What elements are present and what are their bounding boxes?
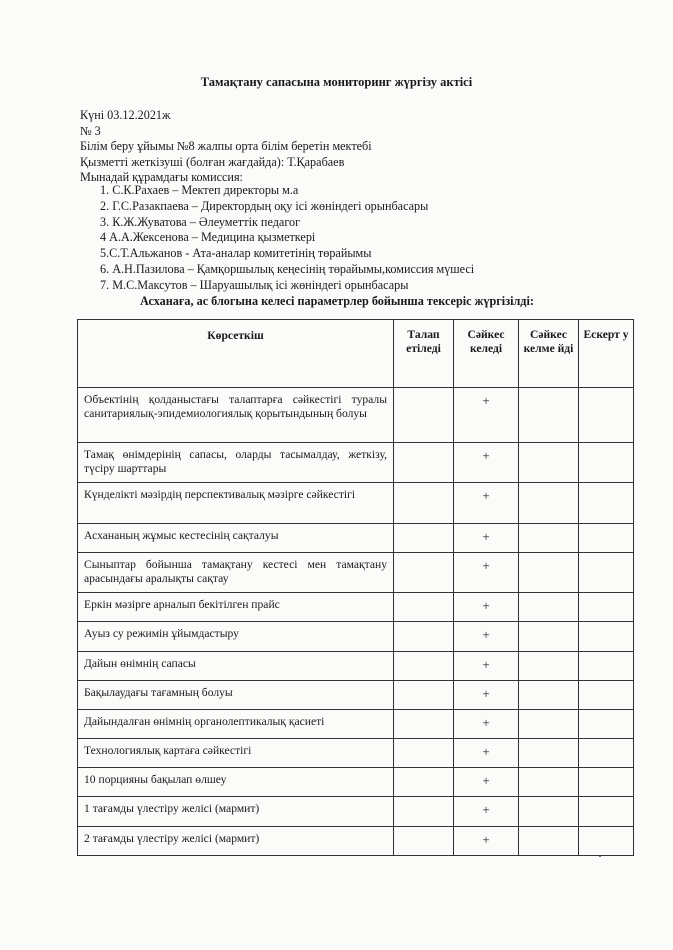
header-criterion: Көрсеткіш (78, 320, 394, 388)
criterion-cell: Күнделікті мәзірдің перспективалық мәзірге сәйкестігі (78, 483, 394, 524)
matches-cell: + (454, 768, 519, 797)
required-cell (394, 797, 454, 827)
table-row (78, 681, 634, 710)
table-row (78, 622, 634, 652)
matches-cell: + (454, 710, 519, 739)
member-item: 4 А.А.Жексенова – Медицина қызметкері (100, 230, 316, 245)
required-cell (394, 483, 454, 524)
criterion-cell: Дайындалған өнімнің органолептикалық қасиеті (78, 710, 394, 739)
criterion-cell: Асхананың жұмыс кестесінің сақталуы (78, 524, 394, 553)
table-row (78, 768, 634, 797)
commission-heading: Мынадай құрамдағы комиссия: (80, 170, 243, 184)
note-cell (579, 593, 634, 622)
member-item: 3. К.Ж.Жуватова – Әлеуметтік педагог (100, 214, 301, 229)
matches-cell: + (454, 483, 519, 524)
required-cell (394, 652, 454, 681)
member-item: 1. С.К.Рахаев – Мектеп директоры м.а (100, 183, 299, 197)
note-cell (579, 739, 634, 768)
note-cell (579, 768, 634, 797)
matches-cell: + (454, 593, 519, 622)
not-matches-cell (519, 797, 579, 827)
not-matches-cell (519, 483, 579, 524)
member-item: 2. Г.С.Разакпаева – Директордың оқу ісі жөніндегі орынбасары (100, 198, 429, 213)
table-row (78, 827, 634, 856)
note-cell (579, 827, 634, 856)
criterion-cell: Объектінің қолданыстағы талаптарға сәйкестігі туралы санитариялық-эпидемиологиялық қорытындының болуы (78, 388, 394, 443)
required-cell (394, 768, 454, 797)
header-note: Ескерт у (579, 320, 634, 388)
required-cell (394, 443, 454, 483)
not-matches-cell (519, 681, 579, 710)
member-item: 7. М.С.Максутов – Шаруашылық ісі жөніндегі орынбасары (100, 277, 409, 292)
criterion-cell: Дайын өнімнің сапасы (78, 652, 394, 681)
note-cell (579, 553, 634, 593)
supplier-line: Қызметті жеткізуші (болған жағдайда): Т.Қарабаев (80, 154, 345, 169)
required-cell (394, 593, 454, 622)
note-cell (579, 652, 634, 681)
not-matches-cell (519, 443, 579, 483)
document-title: Тамақтану сапасына мониторинг жүргізу актісі (200, 75, 473, 89)
not-matches-cell (519, 593, 579, 622)
inspection-heading: Асханаға, ас блогына келесі параметрлер бойынша тексеріс жүргізілді: (140, 294, 534, 308)
not-matches-cell (519, 553, 579, 593)
table-row (78, 483, 634, 524)
required-cell (394, 524, 454, 553)
not-matches-cell (519, 622, 579, 652)
note-cell (579, 681, 634, 710)
note-cell (579, 622, 634, 652)
table-row (78, 797, 634, 827)
act-number: № 3 (80, 123, 101, 138)
matches-cell: + (454, 681, 519, 710)
matches-cell: + (454, 553, 519, 593)
scan-speck (599, 855, 601, 857)
note-cell (579, 388, 634, 443)
not-matches-cell (519, 739, 579, 768)
commission-members (100, 183, 474, 294)
date-line: Күні 03.12.2021ж (80, 108, 171, 122)
organization-line: Білім беру ұйымы №8 жалпы орта білім беретін мектебі (80, 139, 372, 153)
required-cell (394, 710, 454, 739)
note-cell (579, 524, 634, 553)
matches-cell: + (454, 797, 519, 827)
matches-cell: + (454, 524, 519, 553)
not-matches-cell (519, 652, 579, 681)
not-matches-cell (519, 710, 579, 739)
table-row (78, 388, 634, 443)
criterion-cell: 10 порцияны бақылап өлшеу (78, 768, 394, 797)
matches-cell: + (454, 388, 519, 443)
header-not-matches: Сәйкес келме йді (519, 320, 579, 388)
member-item: 5.С.Т.Альжанов - Ата-аналар комитетінің төрайымы (100, 246, 372, 261)
matches-cell: + (454, 739, 519, 768)
not-matches-cell (519, 524, 579, 553)
header-required: Талап етіледі (394, 320, 454, 388)
document-meta (80, 108, 372, 186)
matches-cell: + (454, 443, 519, 483)
inspection-table (77, 319, 634, 856)
required-cell (394, 622, 454, 652)
table-row (78, 710, 634, 739)
criterion-cell: Бақылаудағы тағамның болуы (78, 681, 394, 710)
criterion-cell: 1 тағамды үлестіру желісі (мармит) (78, 797, 394, 827)
table-row (78, 524, 634, 553)
required-cell (394, 827, 454, 856)
not-matches-cell (519, 388, 579, 443)
table-row (78, 593, 634, 622)
table-row (78, 553, 634, 593)
note-cell (579, 797, 634, 827)
table-row (78, 443, 634, 483)
note-cell (579, 710, 634, 739)
matches-cell: + (454, 652, 519, 681)
criterion-cell: 2 тағамды үлестіру желісі (мармит) (78, 827, 394, 856)
required-cell (394, 388, 454, 443)
table-row (78, 739, 634, 768)
table-row (78, 652, 634, 681)
criterion-cell: Еркін мәзірге арналып бекітілген прайс (78, 593, 394, 622)
required-cell (394, 739, 454, 768)
criterion-cell: Сыныптар бойынша тамақтану кестесі мен тамақтану арасындағы аралықты сақтау (78, 553, 394, 593)
not-matches-cell (519, 768, 579, 797)
criterion-cell: Технологиялық картаға сәйкестігі (78, 739, 394, 768)
required-cell (394, 681, 454, 710)
criterion-cell: Тамақ өнімдерінің сапасы, оларды тасымалдау, жеткізу, түсіру шарттары (78, 443, 394, 483)
note-cell (579, 443, 634, 483)
required-cell (394, 553, 454, 593)
note-cell (579, 483, 634, 524)
matches-cell: + (454, 622, 519, 652)
matches-cell: + (454, 827, 519, 856)
member-item: 6. А.Н.Пазилова – Қамқоршылық кеңесінің төрайымы,комиссия мүшесі (100, 261, 475, 276)
not-matches-cell (519, 827, 579, 856)
header-matches: Сәйкес келеді (454, 320, 519, 388)
table-header-row (78, 320, 634, 388)
criterion-cell: Ауыз су режимін ұйымдастыру (78, 622, 394, 652)
